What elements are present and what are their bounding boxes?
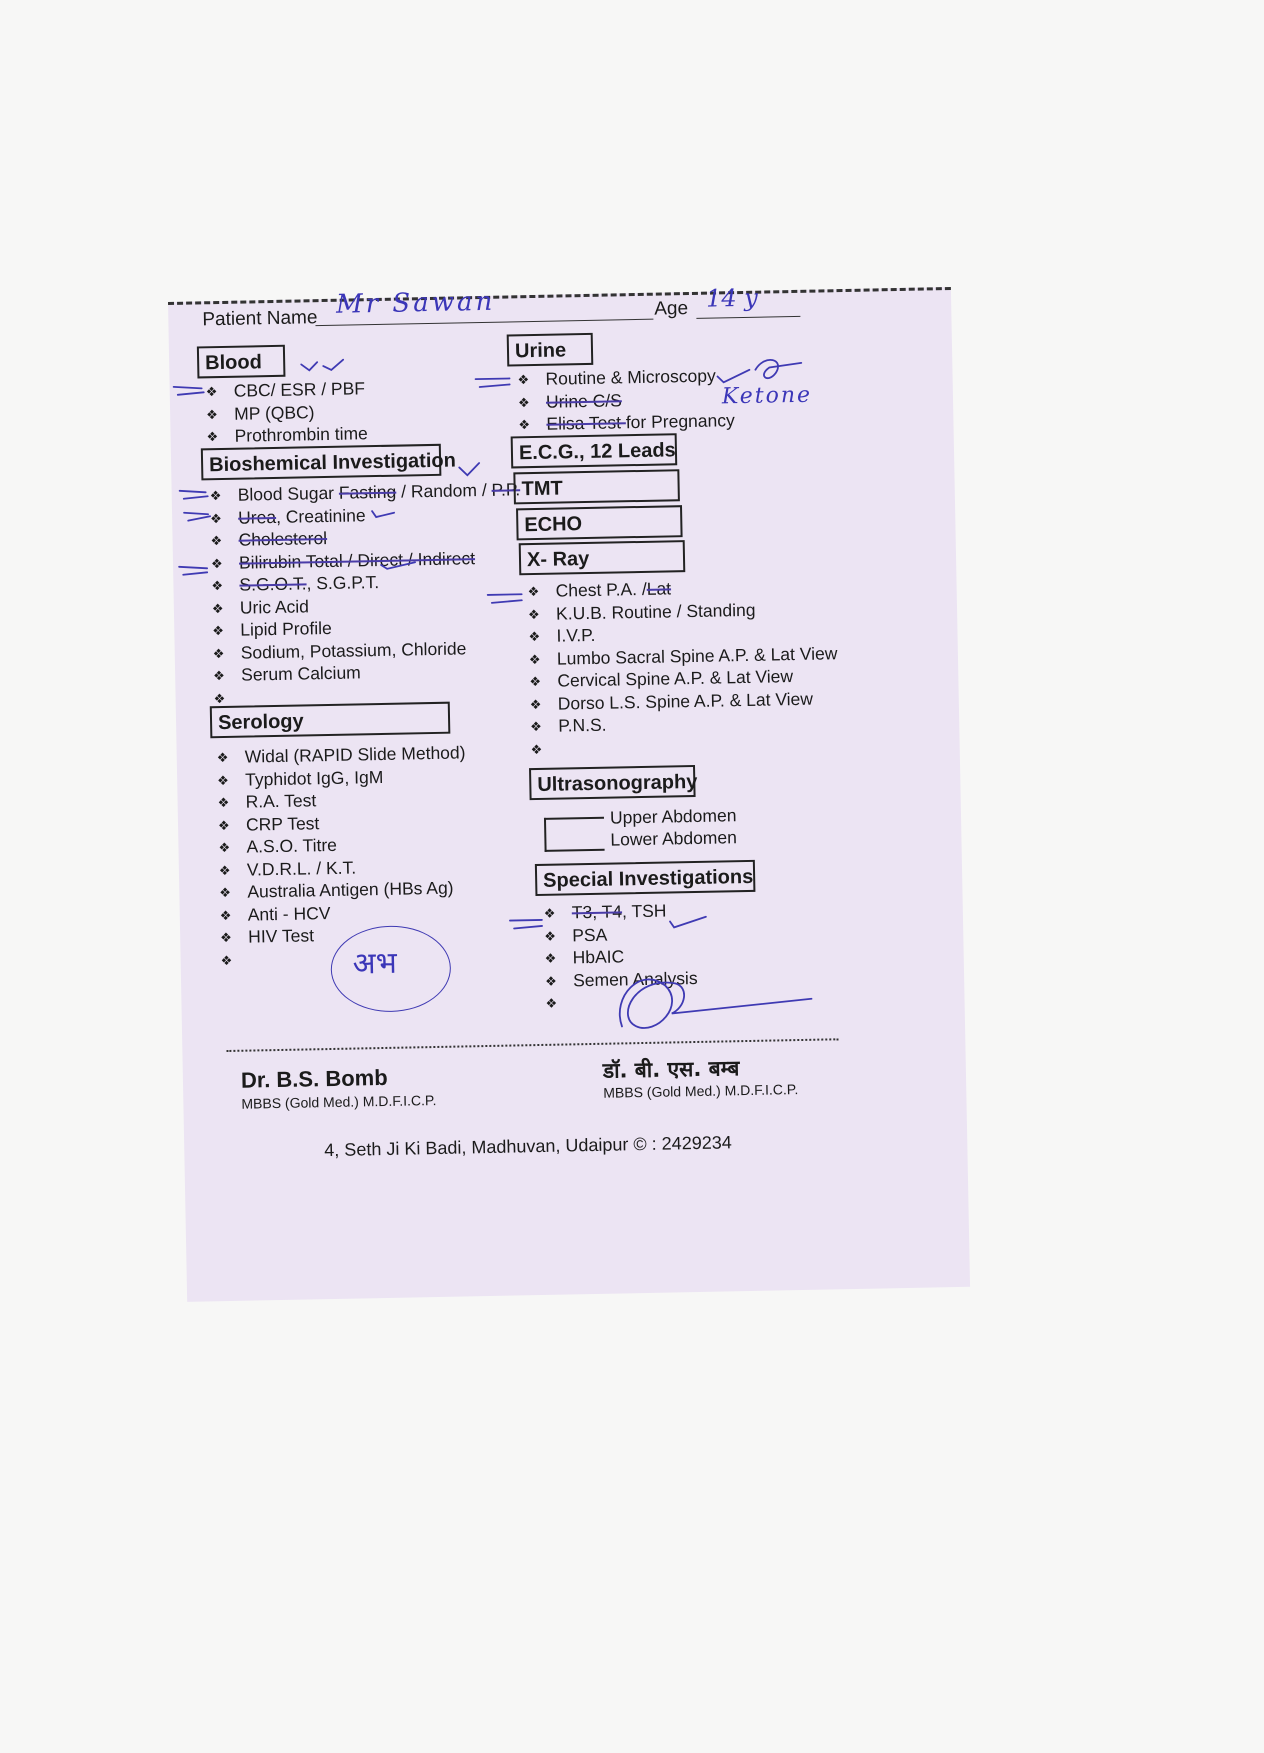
dash-routine bbox=[476, 378, 510, 387]
diamond-bullet-icon: ❖ bbox=[544, 928, 557, 944]
list-item-label: V.D.R.L. / K.T. bbox=[246, 856, 357, 880]
list-item-label: Prothrombin time bbox=[234, 423, 368, 446]
list-item-label: Cervical Spine A.P. & Lat View bbox=[557, 666, 794, 691]
dash-cbc bbox=[174, 386, 204, 395]
diamond-bullet-icon: ❖ bbox=[545, 995, 558, 1011]
struck-item-label: Urine C/S bbox=[545, 389, 623, 412]
diamond-bullet-icon: ❖ bbox=[206, 429, 219, 445]
diamond-bullet-icon: ❖ bbox=[211, 577, 224, 594]
handwritten-ticks bbox=[168, 290, 970, 1302]
list-item-label: Uric Acid bbox=[239, 595, 310, 618]
list-item-label: Australia Antigen (HBs Ag) bbox=[247, 877, 454, 902]
diamond-bullet-icon: ❖ bbox=[216, 749, 229, 766]
diamond-bullet-icon: ❖ bbox=[529, 696, 542, 712]
signature bbox=[619, 976, 812, 1028]
list-item-label: Chest P.A. / bbox=[555, 578, 647, 601]
patient-name-value: Mr Sawan bbox=[335, 286, 496, 320]
diamond-bullet-icon: ❖ bbox=[213, 667, 225, 684]
list-item-label: Routine & Microscopy bbox=[545, 365, 716, 389]
list-item-label: CBC/ ESR / PBF bbox=[233, 378, 366, 401]
xray-header: X- Ray bbox=[519, 540, 686, 575]
dash-sgot bbox=[179, 566, 207, 575]
struck-item-label: Lat bbox=[646, 578, 672, 599]
list-item-label: Lumbo Sacral Spine A.P. & Lat View bbox=[556, 642, 838, 669]
diamond-bullet-icon: ❖ bbox=[544, 950, 557, 966]
diamond-bullet-icon: ❖ bbox=[218, 839, 231, 856]
struck-item-label: Elisa Test bbox=[546, 412, 627, 434]
diamond-bullet-icon: ❖ bbox=[210, 555, 223, 571]
diamond-bullet-icon: ❖ bbox=[517, 394, 530, 410]
list-item-label: Sodium, Potassium, Chloride bbox=[240, 637, 467, 663]
doctor-name-hindi: डॉ. बी. एस. बम्ब bbox=[602, 1056, 740, 1083]
struck-item-label: Fasting bbox=[338, 481, 397, 503]
diamond-bullet-icon: ❖ bbox=[210, 533, 223, 549]
list-item-label: Serum Calcium bbox=[240, 662, 361, 685]
list-item-label: MP (QBC) bbox=[233, 401, 315, 424]
struck-item-label: S.G.O.T. bbox=[239, 573, 307, 595]
list-item-label: PSA bbox=[572, 924, 608, 945]
struck-item-label: P.P. bbox=[491, 479, 521, 500]
diamond-bullet-icon: ❖ bbox=[543, 905, 556, 921]
diamond-bullet-icon: ❖ bbox=[213, 690, 226, 706]
usg-header: Ultrasonography bbox=[529, 765, 696, 800]
diamond-bullet-icon: ❖ bbox=[217, 817, 230, 833]
diamond-bullet-icon: ❖ bbox=[206, 406, 218, 422]
struck-item-label: T3, T4 bbox=[571, 901, 623, 923]
list-item-label: Lipid Profile bbox=[240, 617, 332, 640]
list-item-label: P.N.S. bbox=[558, 714, 607, 736]
diamond-bullet-icon: ❖ bbox=[205, 384, 218, 400]
ecg-header: E.C.G., 12 Leads bbox=[511, 433, 678, 468]
diamond-bullet-icon: ❖ bbox=[517, 372, 530, 388]
list-item-label: Widal (RAPID Slide Method) bbox=[244, 742, 466, 767]
struck-item-label: Bilirubin Total / Direct / Indirect bbox=[238, 547, 476, 573]
list-item-label: Blood Sugar bbox=[237, 482, 340, 505]
diamond-bullet-icon: ❖ bbox=[529, 673, 542, 690]
struck-item-label: Urea bbox=[237, 506, 277, 528]
list-item-label: , S.G.P.T. bbox=[306, 571, 380, 594]
diamond-bullet-icon: ❖ bbox=[527, 606, 540, 622]
doctor-qualification: MBBS (Gold Med.) M.D.F.I.C.P. bbox=[241, 1091, 437, 1112]
dash-blood-sugar bbox=[180, 490, 208, 499]
list-item-label: A.S.O. Titre bbox=[246, 834, 338, 857]
tick-creatinine bbox=[372, 511, 394, 517]
age-value: 14 y bbox=[705, 283, 759, 313]
clinic-address: 4, Seth Ji Ki Badi, Madhuvan, Udaipur © : 2429234 bbox=[324, 1132, 732, 1161]
usg-lower: Lower Abdomen bbox=[610, 827, 738, 850]
diamond-bullet-icon: ❖ bbox=[210, 510, 222, 526]
diamond-bullet-icon: ❖ bbox=[218, 862, 231, 878]
prescription-slip bbox=[168, 283, 970, 1302]
diamond-bullet-icon: ❖ bbox=[217, 772, 229, 788]
urine-handwritten-note: Ketone bbox=[721, 382, 813, 410]
list-item-label: , Creatinine bbox=[275, 504, 366, 527]
serology-header: Serology bbox=[210, 702, 451, 739]
doctor-qualification-right: MBBS (Gold Med.) M.D.F.I.C.P. bbox=[603, 1081, 799, 1101]
diamond-bullet-icon: ❖ bbox=[527, 583, 540, 600]
tick-blood-header bbox=[301, 360, 343, 371]
diamond-bullet-icon: ❖ bbox=[220, 952, 233, 968]
dash-tsh bbox=[510, 920, 542, 929]
list-item-label: Semen Analysis bbox=[572, 967, 698, 990]
biochem-header: Bioshemical Investigation bbox=[201, 444, 442, 481]
diamond-bullet-icon: ❖ bbox=[530, 741, 543, 757]
tick-tsh bbox=[670, 917, 706, 928]
age-label: Age bbox=[654, 298, 689, 320]
diamond-bullet-icon: ❖ bbox=[219, 884, 232, 901]
diamond-bullet-icon: ❖ bbox=[528, 628, 541, 645]
diamond-bullet-icon: ❖ bbox=[518, 417, 531, 433]
diamond-bullet-icon: ❖ bbox=[530, 718, 543, 735]
blood-header: Blood bbox=[197, 345, 286, 379]
echo-header: ECHO bbox=[516, 505, 683, 540]
tick-random bbox=[459, 463, 479, 475]
diamond-bullet-icon: ❖ bbox=[544, 973, 557, 989]
diamond-bullet-icon: ❖ bbox=[212, 622, 225, 639]
struck-item-label: Cholesterol bbox=[238, 527, 328, 550]
diamond-bullet-icon: ❖ bbox=[220, 929, 233, 946]
list-item-label: , TSH bbox=[621, 900, 667, 922]
list-item-label: HIV Test bbox=[248, 925, 315, 947]
diamond-bullet-icon: ❖ bbox=[217, 794, 230, 811]
list-item-label: K.U.B. Routine / Standing bbox=[555, 599, 756, 624]
diamond-bullet-icon: ❖ bbox=[528, 651, 541, 667]
diamond-bullet-icon: ❖ bbox=[219, 907, 232, 923]
patient-name-label: Patient Name bbox=[202, 307, 318, 331]
stamp-text: अभ bbox=[352, 945, 398, 982]
list-item-label: CRP Test bbox=[245, 812, 320, 835]
list-item-label: Anti - HCV bbox=[247, 902, 331, 925]
list-item-label: / Random / bbox=[396, 479, 492, 502]
list-item-label: Typhidot IgG, IgM bbox=[244, 766, 384, 790]
diamond-bullet-icon: ❖ bbox=[212, 645, 225, 661]
diamond-bullet-icon: ❖ bbox=[211, 600, 224, 616]
urine-header: Urine bbox=[507, 333, 594, 367]
list-item-label: R.A. Test bbox=[245, 790, 317, 812]
tmt-header: TMT bbox=[513, 469, 680, 504]
list-item-label: I.V.P. bbox=[556, 624, 596, 646]
list-item-label: for Pregnancy bbox=[625, 410, 735, 433]
tick-routine bbox=[717, 359, 801, 382]
usg-upper: Upper Abdomen bbox=[609, 805, 737, 828]
doctor-name: Dr. B.S. Bomb bbox=[240, 1064, 388, 1093]
special-header: Special Investigations bbox=[535, 860, 756, 896]
dash-chest bbox=[488, 594, 522, 603]
dash-urea bbox=[184, 512, 210, 520]
list-item-label: Dorso L.S. Spine A.P. & Lat View bbox=[557, 688, 814, 714]
list-item-label: HbAIC bbox=[572, 946, 625, 968]
tick-sgpt bbox=[381, 562, 415, 569]
diamond-bullet-icon: ❖ bbox=[209, 488, 222, 504]
